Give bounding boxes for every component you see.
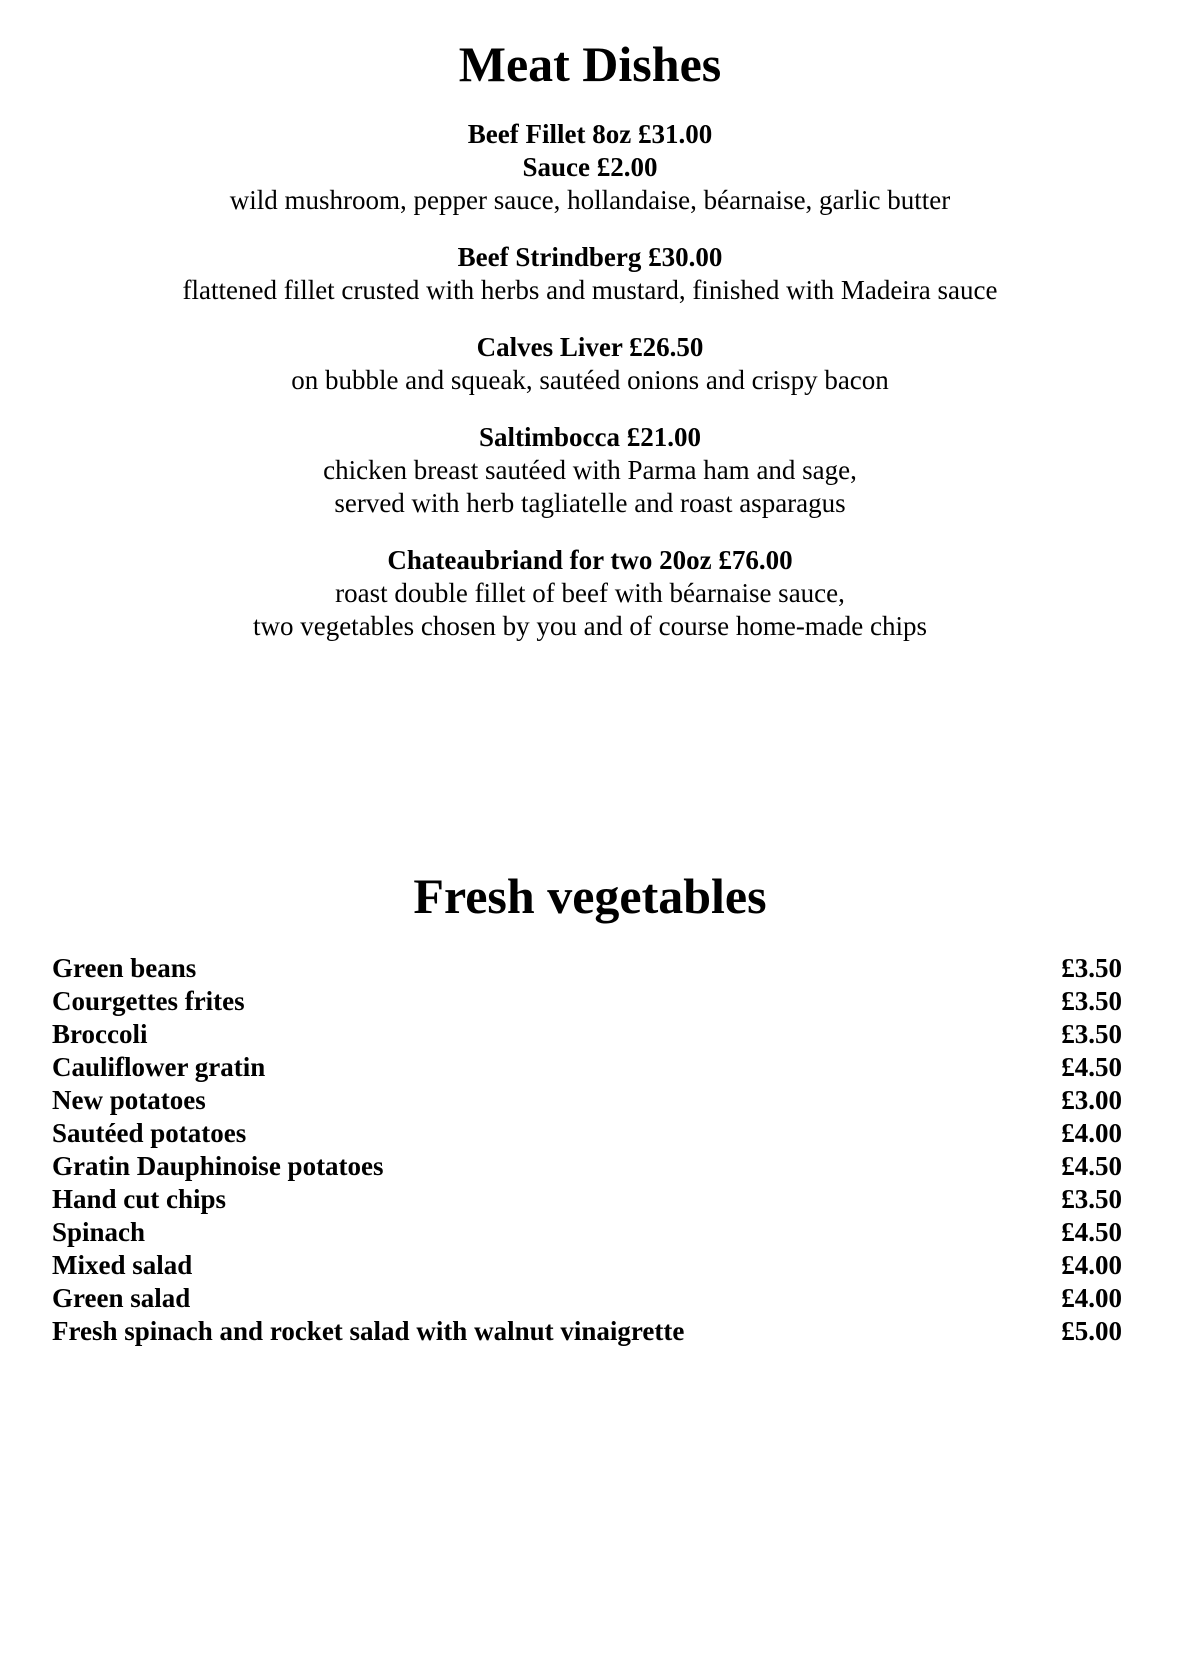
vegetable-row [52, 1249, 1122, 1282]
vegetable-price: £5.00 [1061, 1316, 1122, 1346]
dish-sauce-price: Sauce £2.00 [522, 152, 658, 182]
vegetable-name: Sautéed potatoes [52, 1118, 247, 1148]
vegetable-name: Green beans [52, 953, 197, 983]
vegetable-row [52, 1051, 1122, 1084]
dish-name: Saltimbocca £21.00 [479, 422, 701, 452]
dish-description: served with herb tagliatelle and roast asparagus [334, 488, 846, 518]
vegetable-name: New potatoes [52, 1085, 206, 1115]
vegetable-price: £4.50 [1061, 1217, 1122, 1247]
vegetable-price: £4.00 [1061, 1283, 1122, 1313]
dish-description: chicken breast sautéed with Parma ham and sage, [323, 455, 857, 485]
vegetable-name: Broccoli [52, 1019, 148, 1049]
dish-description: flattened fillet crusted with herbs and mustard, finished with Madeira sauce [182, 275, 998, 305]
vegetable-name: Spinach [52, 1217, 146, 1247]
meat-dishes-title: Meat Dishes [458, 36, 722, 92]
dish-description: two vegetables chosen by you and of course home-made chips [252, 611, 928, 641]
dish-description: roast double fillet of beef with béarnaise sauce, [335, 578, 845, 608]
vegetable-row [52, 1117, 1122, 1150]
vegetable-price: £4.50 [1061, 1052, 1122, 1082]
vegetable-price: £3.50 [1061, 986, 1122, 1016]
vegetable-name: Mixed salad [52, 1250, 193, 1280]
vegetable-row [52, 985, 1122, 1018]
dish-item [0, 544, 1180, 643]
meat-dishes-list [0, 118, 1180, 667]
vegetable-price: £4.50 [1061, 1151, 1122, 1181]
dish-item [0, 331, 1180, 397]
vegetable-name: Green salad [52, 1283, 191, 1313]
vegetable-name: Cauliflower gratin [52, 1052, 266, 1082]
vegetable-row [52, 1183, 1122, 1216]
vegetable-name: Fresh spinach and rocket salad with walnut vinaigrette [52, 1316, 685, 1346]
vegetable-row [52, 1315, 1122, 1348]
vegetable-name: Courgettes frites [52, 986, 245, 1016]
vegetable-price: £3.50 [1061, 1019, 1122, 1049]
vegetable-row [52, 1282, 1122, 1315]
dish-description: wild mushroom, pepper sauce, hollandaise, béarnaise, garlic butter [229, 185, 951, 215]
dish-item [0, 241, 1180, 307]
vegetable-row [52, 952, 1122, 985]
dish-description: on bubble and squeak, sautéed onions and crispy bacon [291, 365, 889, 395]
fresh-vegetables-title: Fresh vegetables [413, 868, 767, 924]
dish-item [0, 118, 1180, 217]
vegetable-name: Gratin Dauphinoise potatoes [52, 1151, 384, 1181]
vegetable-price: £3.50 [1061, 1184, 1122, 1214]
vegetable-price: £3.00 [1061, 1085, 1122, 1115]
dish-name: Beef Strindberg £30.00 [457, 242, 723, 272]
dish-item [0, 421, 1180, 520]
dish-name: Beef Fillet 8oz £31.00 [467, 119, 713, 149]
vegetables-list [52, 952, 1122, 1348]
vegetable-row [52, 1018, 1122, 1051]
vegetable-name: Hand cut chips [52, 1184, 227, 1214]
dish-name: Calves Liver £26.50 [476, 332, 704, 362]
vegetable-row [52, 1084, 1122, 1117]
vegetable-price: £4.00 [1061, 1118, 1122, 1148]
dish-name: Chateaubriand for two 20oz £76.00 [387, 545, 793, 575]
vegetable-row [52, 1216, 1122, 1249]
vegetable-price: £4.00 [1061, 1250, 1122, 1280]
vegetable-price: £3.50 [1061, 953, 1122, 983]
vegetable-row [52, 1150, 1122, 1183]
